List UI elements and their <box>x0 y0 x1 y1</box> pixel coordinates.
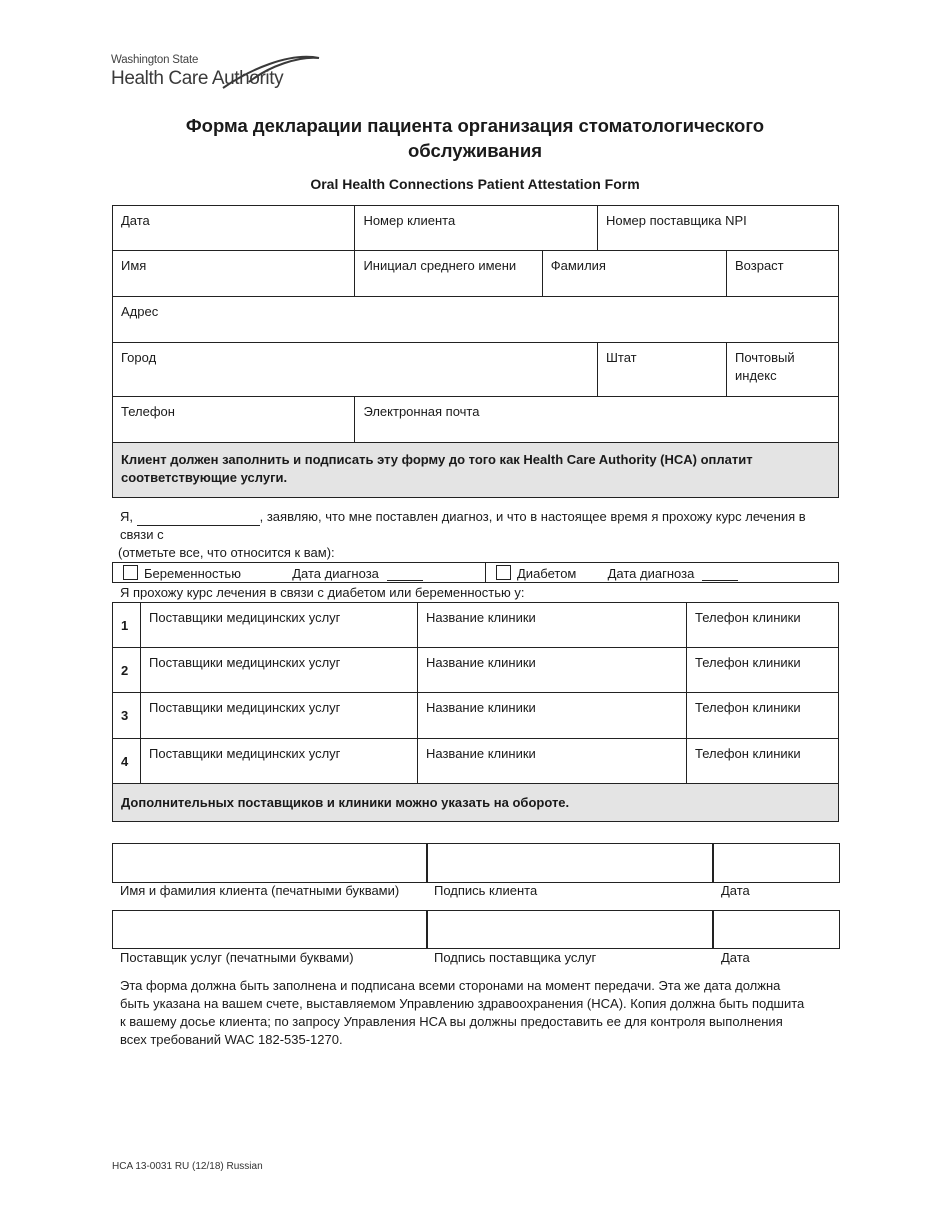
clinic-name-label: Название клиники <box>426 610 536 625</box>
phone-field[interactable] <box>113 397 355 443</box>
date-field[interactable] <box>113 206 355 251</box>
middle-initial-field[interactable] <box>355 251 542 297</box>
logo-line-2: Health Care Authority <box>111 68 284 89</box>
client-signature-caption: Подпись клиента <box>434 883 538 898</box>
notice-banner <box>113 443 839 498</box>
client-signature-box[interactable] <box>426 843 714 883</box>
client-name-caption: Имя и фамилия клиента (печатными буквами) <box>120 883 400 898</box>
pregnancy-checkbox[interactable] <box>123 565 138 580</box>
provider-row <box>113 693 839 739</box>
title-line-2: обслуживания <box>407 140 543 161</box>
check-all-instruction: (отметьте все, что относится к вам): <box>118 545 335 560</box>
provider-date-box[interactable] <box>712 910 840 949</box>
instructions-line: быть указана на вашем счете, выставляемом Управлению здравоохранения (HCA). Копия должна быть подшита <box>120 996 805 1011</box>
diabetes-date-blank[interactable] <box>702 568 738 581</box>
provider-date-caption: Дата <box>721 950 750 965</box>
zip-field[interactable] <box>727 343 839 397</box>
additional-providers-note <box>113 784 839 822</box>
providers-table <box>112 602 839 822</box>
pregnancy-diagnosis-date-label: Дата диагноза <box>292 565 379 581</box>
provider-name-label: Поставщики медицинских услуг <box>149 655 341 670</box>
clinic-phone-field[interactable] <box>687 603 839 648</box>
provider-name-box[interactable] <box>112 910 428 949</box>
middle-initial-label: Инициал среднего имени <box>363 258 517 273</box>
provider-name-label: Поставщики медицинских услуг <box>149 700 341 715</box>
clinic-name-label: Название клиники <box>426 700 536 715</box>
form-subtitle: Oral Health Connections Patient Attestation Form <box>310 176 640 192</box>
address-field[interactable] <box>113 297 839 343</box>
provider-name-label: Поставщики медицинских услуг <box>149 610 341 625</box>
first-name-label: Имя <box>121 258 147 273</box>
clinic-phone-label: Телефон клиники <box>695 610 801 625</box>
notice-text: Клиент должен заполнить и подписать эту форму до того как Health Care Authority (HCA) оплатит соответствующие услуги. <box>121 452 753 485</box>
logo-line-1: Washington State <box>111 54 199 66</box>
pregnancy-date-blank[interactable] <box>387 568 423 581</box>
client-date-box[interactable] <box>712 843 840 883</box>
clinic-phone-field[interactable] <box>687 648 839 693</box>
clinic-name-field[interactable] <box>418 739 687 784</box>
client-number-field[interactable] <box>355 206 598 251</box>
provider-row-number: 1 <box>113 603 141 648</box>
diabetes-diagnosis-date-label: Дата диагноза <box>607 565 695 581</box>
treatment-statement: Я прохожу курс лечения в связи с диабетом или беременностью у: <box>120 585 525 600</box>
first-name-field[interactable] <box>113 251 355 297</box>
city-field[interactable] <box>113 343 598 397</box>
clinic-name-label: Название клиники <box>426 655 536 670</box>
provider-signature-caption: Подпись поставщика услуг <box>434 950 597 965</box>
clinic-name-field[interactable] <box>418 648 687 693</box>
provider-row-number: 2 <box>113 648 141 693</box>
last-name-label: Фамилия <box>550 258 606 273</box>
clinic-phone-label: Телефон клиники <box>695 655 801 670</box>
clinic-name-label: Название клиники <box>426 746 536 761</box>
npi-field[interactable] <box>598 206 839 251</box>
phone-label: Телефон <box>121 404 175 419</box>
instructions-paragraph <box>120 977 840 1049</box>
zip-label: Почтовый индекс <box>735 350 795 383</box>
hca-logo <box>111 52 321 96</box>
provider-row <box>113 739 839 784</box>
provider-name-field[interactable] <box>141 648 418 693</box>
state-label: Штат <box>606 350 637 365</box>
client-date-caption: Дата <box>721 883 750 898</box>
client-name-box[interactable] <box>112 843 428 883</box>
address-label: Адрес <box>121 304 159 319</box>
age-field[interactable] <box>727 251 839 297</box>
attestation-statement <box>120 508 832 544</box>
title-line-1: Форма декларации пациента организация стоматологического <box>185 115 765 136</box>
diabetes-label: Диабетом <box>517 565 577 581</box>
provider-name-field[interactable] <box>141 739 418 784</box>
page-title <box>112 113 838 163</box>
diabetes-cell <box>486 563 839 583</box>
diabetes-checkbox[interactable] <box>496 565 511 580</box>
clinic-phone-label: Телефон клиники <box>695 700 801 715</box>
attestation-prefix: Я, <box>120 509 133 524</box>
form-number-footer: HCA 13-0031 RU (12/18) Russian <box>112 1161 263 1172</box>
clinic-phone-label: Телефон клиники <box>695 746 801 761</box>
instructions-line: к вашему досье клиента; по запросу Управления HCA вы должны предоставить ее для контроля выполнения <box>120 1014 783 1029</box>
last-name-field[interactable] <box>542 251 726 297</box>
pregnancy-cell <box>113 563 486 583</box>
email-field[interactable] <box>355 397 839 443</box>
pregnancy-label: Беременностью <box>144 565 241 581</box>
instructions-line: всех требований WAC 182-535-1270. <box>120 1032 343 1047</box>
provider-name-label: Поставщики медицинских услуг <box>149 746 341 761</box>
npi-label: Номер поставщика NPI <box>606 213 747 228</box>
instructions-line: Эта форма должна быть заполнена и подписана всеми сторонами на момент передачи. Эта же дата должна <box>120 978 781 993</box>
clinic-name-field[interactable] <box>418 603 687 648</box>
clinic-phone-field[interactable] <box>687 693 839 739</box>
age-label: Возраст <box>735 258 784 273</box>
provider-row-number: 3 <box>113 693 141 739</box>
client-info-table <box>112 205 839 498</box>
patient-name-blank[interactable] <box>137 511 260 526</box>
state-field[interactable] <box>598 343 727 397</box>
logo-swoosh-icon <box>219 52 321 92</box>
provider-name-field[interactable] <box>141 603 418 648</box>
date-label: Дата <box>121 213 150 228</box>
attestation-text: , заявляю, что мне поставлен диагноз, и что в настоящее время я прохожу курс лечения в связи с <box>120 509 806 542</box>
provider-row <box>113 648 839 693</box>
provider-row-number: 4 <box>113 739 141 784</box>
provider-name-caption: Поставщик услуг (печатными буквами) <box>120 950 354 965</box>
client-number-label: Номер клиента <box>363 213 456 228</box>
provider-row <box>113 603 839 648</box>
clinic-name-field[interactable] <box>418 693 687 739</box>
provider-signature-box[interactable] <box>426 910 714 949</box>
additional-providers-text: Дополнительных поставщиков и клиники можно указать на обороте. <box>121 795 570 810</box>
provider-name-field[interactable] <box>141 693 418 739</box>
email-label: Электронная почта <box>363 404 480 419</box>
condition-checkbox-table <box>112 562 839 583</box>
city-label: Город <box>121 350 157 365</box>
clinic-phone-field[interactable] <box>687 739 839 784</box>
